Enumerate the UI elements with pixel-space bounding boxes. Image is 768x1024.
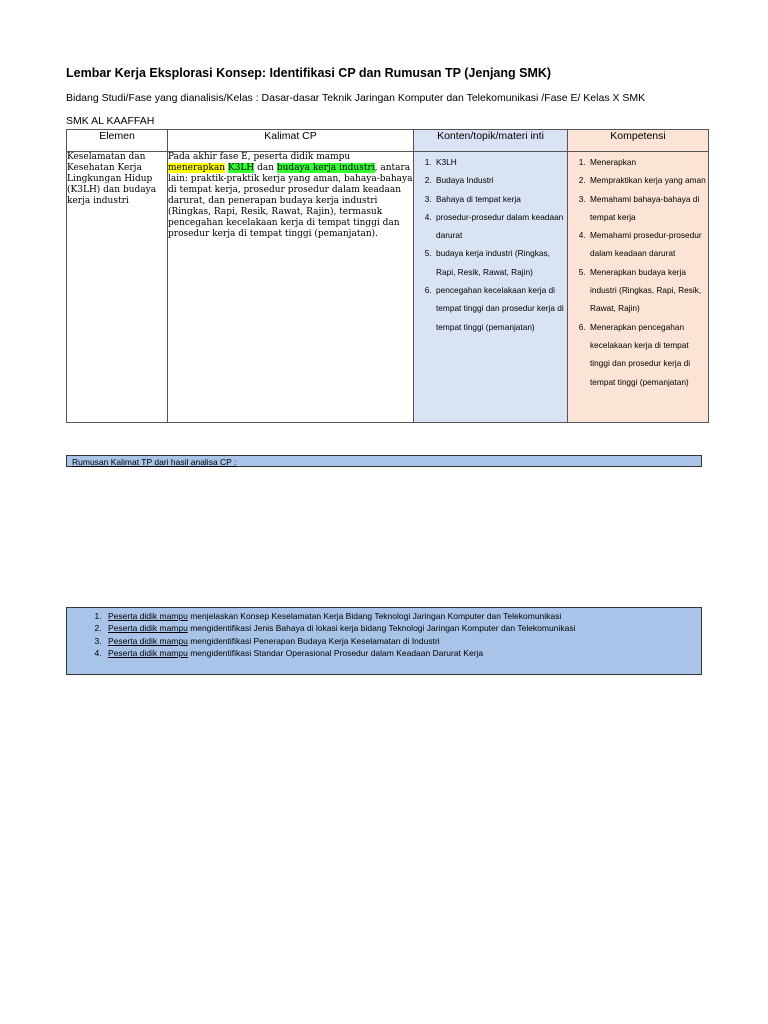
kompetensi-cell (568, 152, 709, 423)
list-item: 5. Menerapkan budaya kerja industri (Ringkas, Rapi, Resik, Rawat, Rajin) (588, 263, 708, 318)
highlight-menerapkan: menerapkan (168, 163, 226, 173)
kalimat-text-start: Pada akhir fase E, peserta didik mampu (168, 152, 351, 162)
kalimat-cp-cell (168, 152, 414, 423)
header-kompetensi: Kompetensi (568, 130, 709, 152)
cp-analysis-table (66, 129, 709, 423)
tp-text: mengidentifikasi Standar Operasional Prosedur dalam Keadaan Darurat Kerja (187, 647, 484, 658)
konten-cell (414, 152, 568, 423)
table-row (67, 152, 709, 423)
table-header-row (67, 130, 709, 152)
tp-list-box (66, 607, 702, 675)
konten-list (414, 152, 567, 336)
list-item: 4. Memahami prosedur-prosedur dalam keadaan darurat (588, 226, 708, 263)
school-name: SMK AL KAAFFAH (66, 115, 155, 127)
highlight-k3lh: K3LH (227, 163, 255, 173)
list-item: 3. Memahami bahaya-bahaya di tempat kerja (588, 190, 708, 227)
list-item: 4. prosedur-prosedur dalam keadaan darurat (434, 208, 567, 245)
kompetensi-list (568, 152, 708, 391)
page-title: Lembar Kerja Eksplorasi Konsep: Identifikasi CP dan Rumusan TP (Jenjang SMK) (66, 66, 552, 80)
tp-lead: Peserta didik mampu (108, 611, 188, 621)
header-konten: Konten/topik/materi inti (414, 130, 568, 152)
tp-lead: Peserta didik mampu (108, 623, 188, 634)
tp-text: menjelaskan Konsep Keselamatan Kerja Bidang Teknologi Jaringan Komputer dan Telekomunikasi (187, 611, 562, 621)
list-item: 1. K3LH (434, 153, 567, 171)
list-item (104, 610, 701, 622)
list-item: 1. Menerapkan (588, 153, 708, 171)
tp-lead: Peserta didik mampu (108, 635, 188, 646)
kalimat-text-dan: dan (257, 163, 274, 173)
list-item: 6. pencegahan kecelakaan kerja di tempat tinggi dan prosedur kerja di tempat tinggi (pemanjatan) (434, 281, 567, 336)
tp-lead: Peserta didik mampu (108, 647, 188, 658)
subject-info: Bidang Studi/Fase yang dianalisis/Kelas : Dasar-dasar Teknik Jaringan Komputer dan Telekomunikasi /Fase E/ Kelas X SMK (66, 92, 646, 104)
list-item: 2. Mempraktikan kerja yang aman (588, 171, 708, 189)
list-item: 5. budaya kerja industri (Ringkas, Rapi, Resik, Rawat, Rajin) (434, 244, 567, 281)
tp-list (67, 610, 701, 659)
list-item: 3. Bahaya di tempat kerja (434, 190, 567, 208)
header-kalimat-cp: Kalimat CP (168, 130, 414, 152)
elemen-cell: Keselamatan dan Kesehatan Kerja Lingkungan Hidup (K3LH) dan budaya kerja industri (67, 152, 168, 423)
header-elemen: Elemen (67, 130, 168, 152)
list-item: 6. Menerapkan pencegahan kecelakaan kerja di tempat tinggi dan prosedur kerja di tempat tinggi (pemanjatan) (588, 318, 708, 391)
list-item: 2. Budaya Industri (434, 171, 567, 189)
highlight-budaya-kerja: budaya kerja industri (276, 163, 375, 173)
rumusan-tp-label (66, 455, 702, 467)
list-item (104, 635, 701, 647)
tp-text: mengidentifikasi Jenis Bahaya di lokasi kerja bidang Teknologi Jaringan Komputer dan Telekomunikasi (187, 623, 576, 634)
rumusan-label-text: Rumusan Kalimat TP dari hasil analisa CP : (72, 457, 237, 467)
list-item (104, 647, 701, 659)
list-item (104, 622, 701, 634)
kalimat-text-rest: , antara lain: praktik-praktik kerja yang aman, bahaya-bahaya di tempat kerja, prosedur prosedur dalam keadaan darurat, dan penerapan budaya kerja industri (Ringkas, Rapi, Resik, Rawat, Rajin), termasuk pencegahan kecelakaan kerja di tempat tinggi dan prosedur kerja di tempat tinggi (pemanjatan). (168, 163, 413, 239)
tp-text: mengidentifikasi Penerapan Budaya Kerja Keselamatan di Industri (187, 635, 440, 646)
